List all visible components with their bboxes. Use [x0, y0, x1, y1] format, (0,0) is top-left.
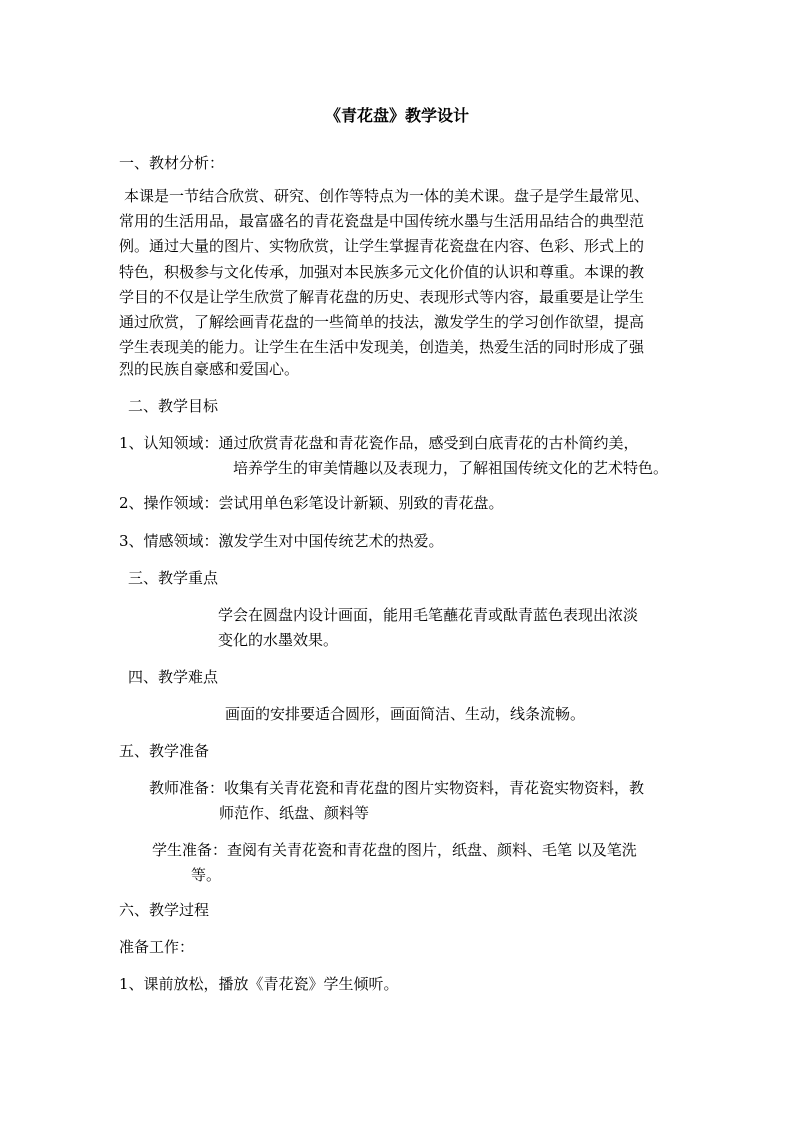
goal-3: 3、情感领域：激发学生对中国传统艺术的热爱。	[119, 532, 444, 550]
section-4-heading: 四、教学难点	[128, 668, 219, 686]
paragraph-line: 学生表现美的能力。让学生在生活中发现美，创造美，热爱生活的同时形成了强	[119, 338, 645, 356]
goal-1-line-2: 培养学生的审美情趣以及表现力，了解祖国传统文化的艺术特色。	[233, 459, 669, 477]
teacher-prep-line-2: 师范作、纸盘、颜料等	[219, 804, 370, 822]
paragraph-line: 常用的生活用品，最富盛名的青花瓷盘是中国传统水墨与生活用品结合的典型范	[119, 212, 645, 230]
paragraph-line: 通过欣赏，了解绘画青花盘的一些简单的技法，激发学生的学习创作欲望，提高	[119, 313, 645, 331]
paragraph-line: 本课是一节结合欣赏、研究、创作等特点为一体的美术课。盘子是学生最常见、	[124, 187, 650, 205]
paragraph-line: 特色，积极参与文化传承，加强对本民族多元文化价值的认识和尊重。本课的教	[119, 263, 645, 281]
key-point-line-2: 变化的水墨效果。	[218, 631, 339, 649]
teacher-prep-line-1: 教师准备：收集有关青花瓷和青花盘的图片实物资料，青花瓷实物资料，教	[149, 779, 645, 797]
paragraph-line: 例。通过大量的图片、实物欣赏，让学生掌握青花瓷盘在内容、色彩、形式上的	[119, 237, 645, 255]
section-1-heading: 一、教材分析：	[119, 154, 225, 172]
section-5-heading: 五、教学准备	[119, 742, 210, 760]
difficulty-text: 画面的安排要适合圆形，画面简洁、生动，线条流畅。	[225, 705, 586, 723]
paragraph-line: 烈的民族自豪感和爱国心。	[119, 360, 300, 378]
section-6-heading: 六、教学过程	[119, 901, 210, 919]
student-prep-line-2: 等。	[191, 866, 222, 884]
prep-heading: 准备工作：	[119, 938, 195, 956]
process-step-1: 1、课前放松，播放《青花瓷》学生倾听。	[119, 975, 399, 993]
student-prep-line-1: 学生准备：查阅有关青花瓷和青花盘的图片，纸盘、颜料、毛笔 以及笔洗	[152, 841, 637, 859]
section-2-heading: 二、教学目标	[128, 397, 219, 415]
paragraph-line: 学目的不仅是让学生欣赏了解青花盘的历史、表现形式等内容，最重要是让学生	[119, 288, 645, 306]
document-title: 《青花盘》教学设计	[324, 106, 469, 125]
goal-2: 2、操作领域：尝试用单色彩笔设计新颖、别致的青花盘。	[119, 494, 504, 512]
section-3-heading: 三、教学重点	[128, 569, 219, 587]
key-point-line-1: 学会在圆盘内设计画面，能用毛笔蘸花青或酞青蓝色表现出浓淡	[218, 606, 639, 624]
goal-1-line-1: 1、认知领域：通过欣赏青花盘和青花瓷作品，感受到白底青花的古朴简约美，	[119, 434, 639, 452]
